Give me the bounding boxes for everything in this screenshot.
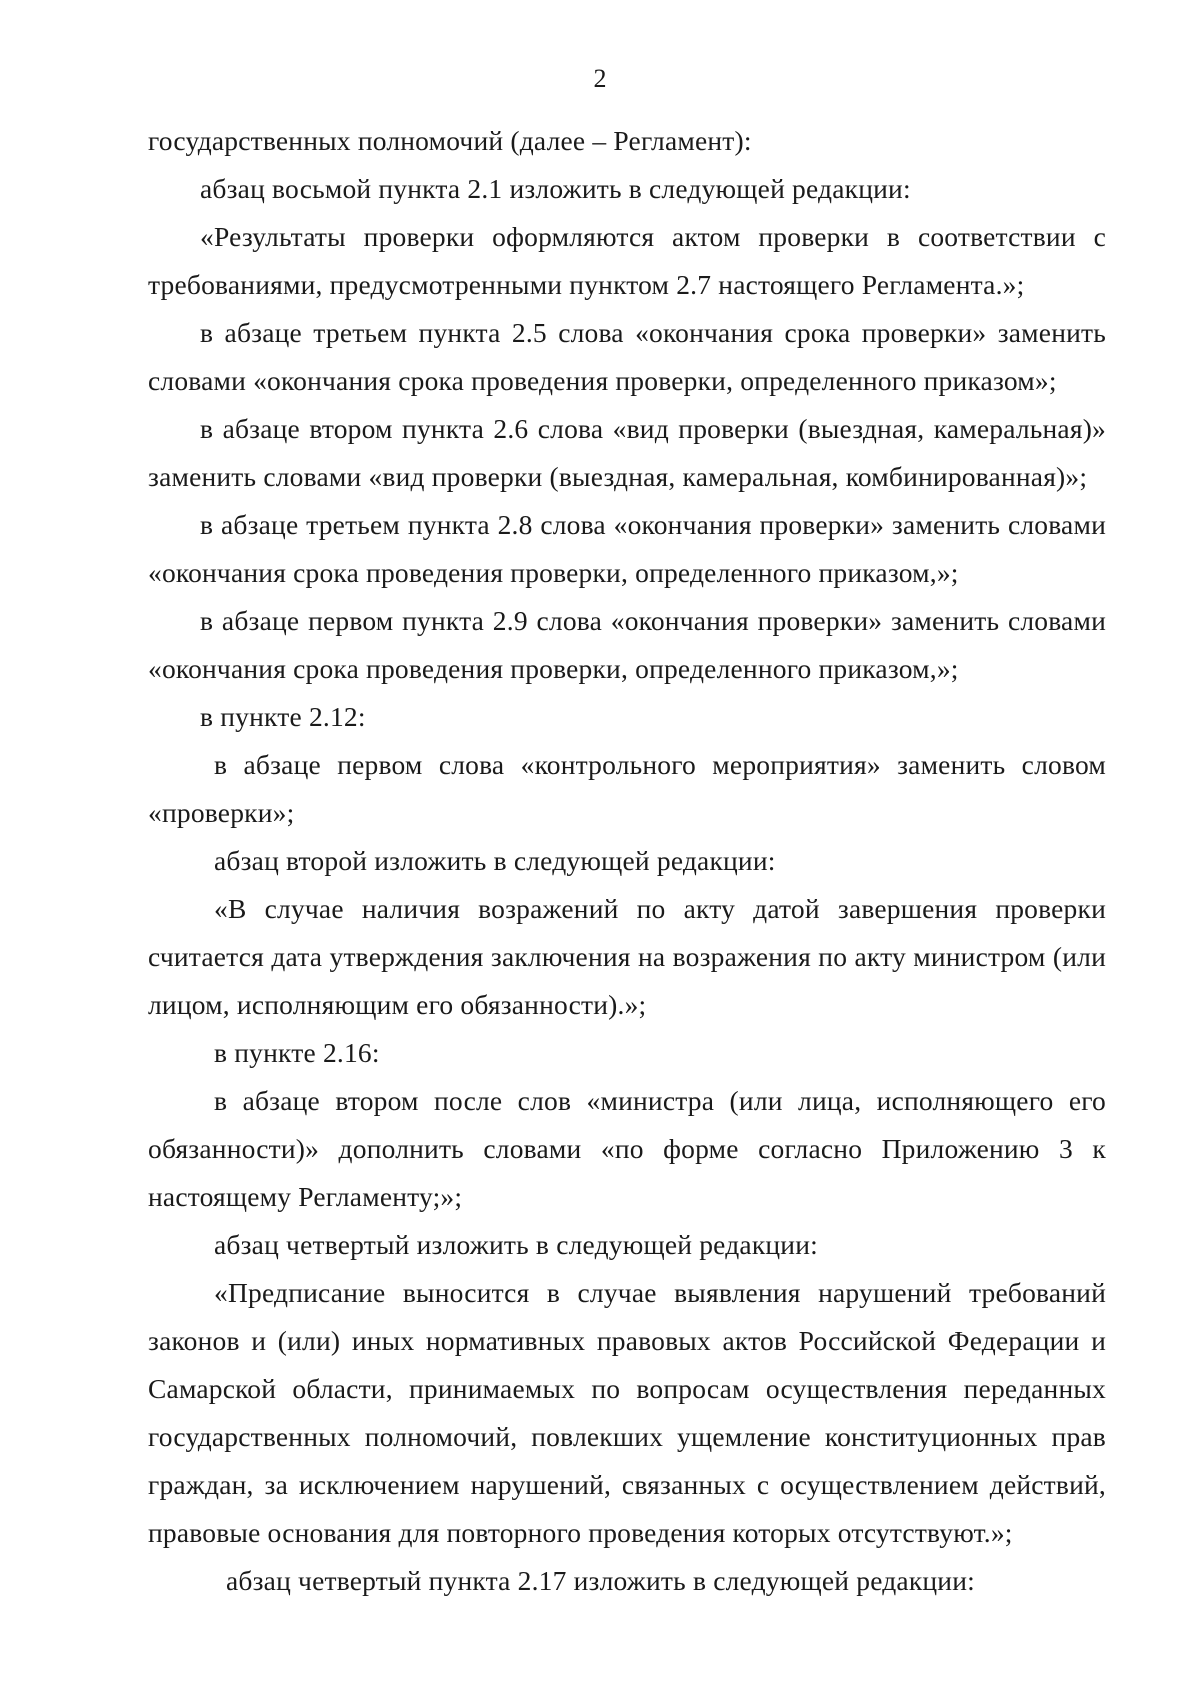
page-number: 2 bbox=[593, 64, 607, 93]
paragraph-amendment-2-8: в абзаце третьем пункта 2.8 слова «окончания проверки» заменить словами «окончания срока проведения проверки, определенного приказом,»; bbox=[148, 509, 1106, 588]
paragraph-2-16-second: в абзаце втором после слов «министра (или лица, исполняющего его обязанности)» дополнить словами «по форме согласно Приложению 3 к настоящему Регламенту;»; bbox=[148, 1085, 1106, 1212]
paragraph-quote-2-1: «Результаты проверки оформляются актом проверки в соответствии с требованиями, предусмотренными пунктом 2.7 настоящего Регламента.»; bbox=[148, 221, 1106, 300]
paragraph-point-2-12: в пункте 2.12: bbox=[200, 701, 366, 732]
paragraph-amendment-2-1: абзац восьмой пункта 2.1 изложить в следующей редакции: bbox=[200, 173, 911, 204]
paragraph-2-16-fourth: абзац четвертый изложить в следующей редакции: bbox=[214, 1229, 818, 1260]
paragraph-amendment-2-6: в абзаце втором пункта 2.6 слова «вид проверки (выездная, камеральная)» заменить словами «вид проверки (выездная, камеральная, комбинированная)»; bbox=[148, 413, 1106, 492]
paragraph-amendment-2-9: в абзаце первом пункта 2.9 слова «окончания проверки» заменить словами «окончания срока проведения проверки, определенного приказом,»; bbox=[148, 605, 1106, 684]
paragraph-amendment-2-17: абзац четвертый пункта 2.17 изложить в следующей редакции: bbox=[226, 1565, 975, 1596]
paragraph-2-12-first: в абзаце первом слова «контрольного мероприятия» заменить словом «проверки»; bbox=[148, 749, 1106, 828]
paragraph-quote-2-16: «Предписание выносится в случае выявления нарушений требований законов и (или) иных нормативных правовых актов Российской Федерации и Самарской области, принимаемых по вопросам осуществления переданных государственных полномочий, повлекших ущемление конституционных прав граждан, за исключением нарушений, связанных с осуществлением действий, правовые основания для повторного проведения которых отсутствуют.»; bbox=[148, 1277, 1106, 1548]
paragraph-amendment-2-5: в абзаце третьем пункта 2.5 слова «окончания срока проверки» заменить словами «окончания срока проведения проверки, определенного приказом»; bbox=[148, 317, 1106, 396]
paragraph-quote-2-12: «В случае наличия возражений по акту датой завершения проверки считается дата утверждения заключения на возражения по акту министром (или лицом, исполняющим его обязанности).»; bbox=[148, 893, 1106, 1020]
paragraph-point-2-16: в пункте 2.16: bbox=[214, 1037, 380, 1068]
paragraph-continuation: государственных полномочий (далее – Регламент): bbox=[148, 125, 752, 156]
document-body bbox=[148, 117, 1106, 1605]
paragraph-2-12-second: абзац второй изложить в следующей редакции: bbox=[214, 845, 776, 876]
